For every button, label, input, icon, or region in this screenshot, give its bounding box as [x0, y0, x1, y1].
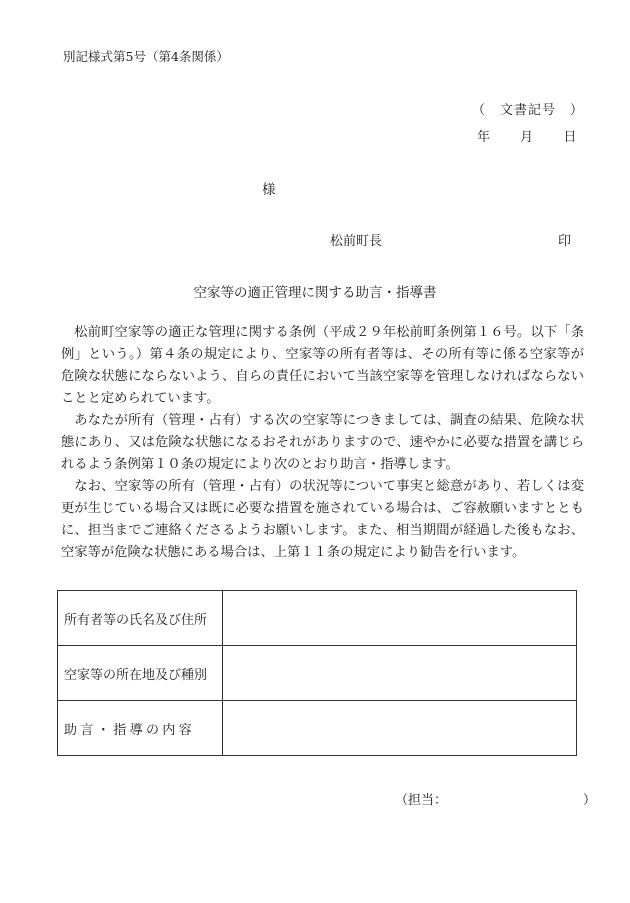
body-paragraph: 松前町空家等の適正な管理に関する条例（平成２９年松前町条例第１６号。以下「条例」という。）第４条の規定により、空家等の所有者等は、その所有等に係る空家等が危険な状態にならないよう、自らの責任において当該空家等を管理しなければならないことと定められています。 — [61, 325, 584, 406]
date-year-label: 年 — [477, 130, 491, 145]
info-table — [57, 590, 577, 756]
contact-person — [395, 789, 596, 808]
date-month-label: 月 — [520, 130, 534, 145]
document-title: 空家等の適正管理に関する助言・指導書 — [193, 285, 437, 301]
contact-open: （担当： — [395, 793, 448, 808]
table-row — [58, 701, 577, 756]
body-paragraph: なお、空家等の所有（管理・占有）の状況等について事実と総意があり、若しくは変更が生じている場合又は既に必要な措置を施されている場合は、ご容赦願いますとともに、担当までご連絡くださるようお願いします。また、相当期間が経過した後もなお、空家等が危険な状態にある場合は、上第１１条の規定により勧告を行います。 — [61, 479, 584, 560]
issue-date — [477, 126, 576, 145]
advice-content-field[interactable] — [223, 701, 577, 756]
advice-content-label: 助言・指導の内容 — [58, 701, 223, 756]
sender-name: 松前町長 — [330, 234, 383, 249]
document-number: （ 文書記号 ） — [472, 103, 585, 118]
form-label: 別記様式第5号（第4条関係） — [63, 49, 229, 64]
body-text — [61, 322, 584, 564]
property-location-type-field[interactable] — [223, 646, 577, 701]
owner-name-address-label: 所有者等の氏名及び住所 — [58, 591, 223, 646]
owner-name-address-field[interactable] — [223, 591, 577, 646]
seal-mark: 印 — [558, 234, 572, 249]
addressee-honorific: 様 — [262, 182, 276, 198]
date-day-label: 日 — [563, 130, 577, 145]
property-location-type-label: 空家等の所在地及び種別 — [58, 646, 223, 701]
body-paragraph: あなたが所有（管理・占有）する次の空家等につきましては、調査の結果、危険な状態にあり、又は危険な状態になるおそれがありますので、速やかに必要な措置を講じられるよう条例第１０条の規定により次のとおり助言・指導します。 — [61, 413, 584, 472]
table-row — [58, 646, 577, 701]
table-row — [58, 591, 577, 646]
contact-close: ） — [583, 793, 597, 808]
